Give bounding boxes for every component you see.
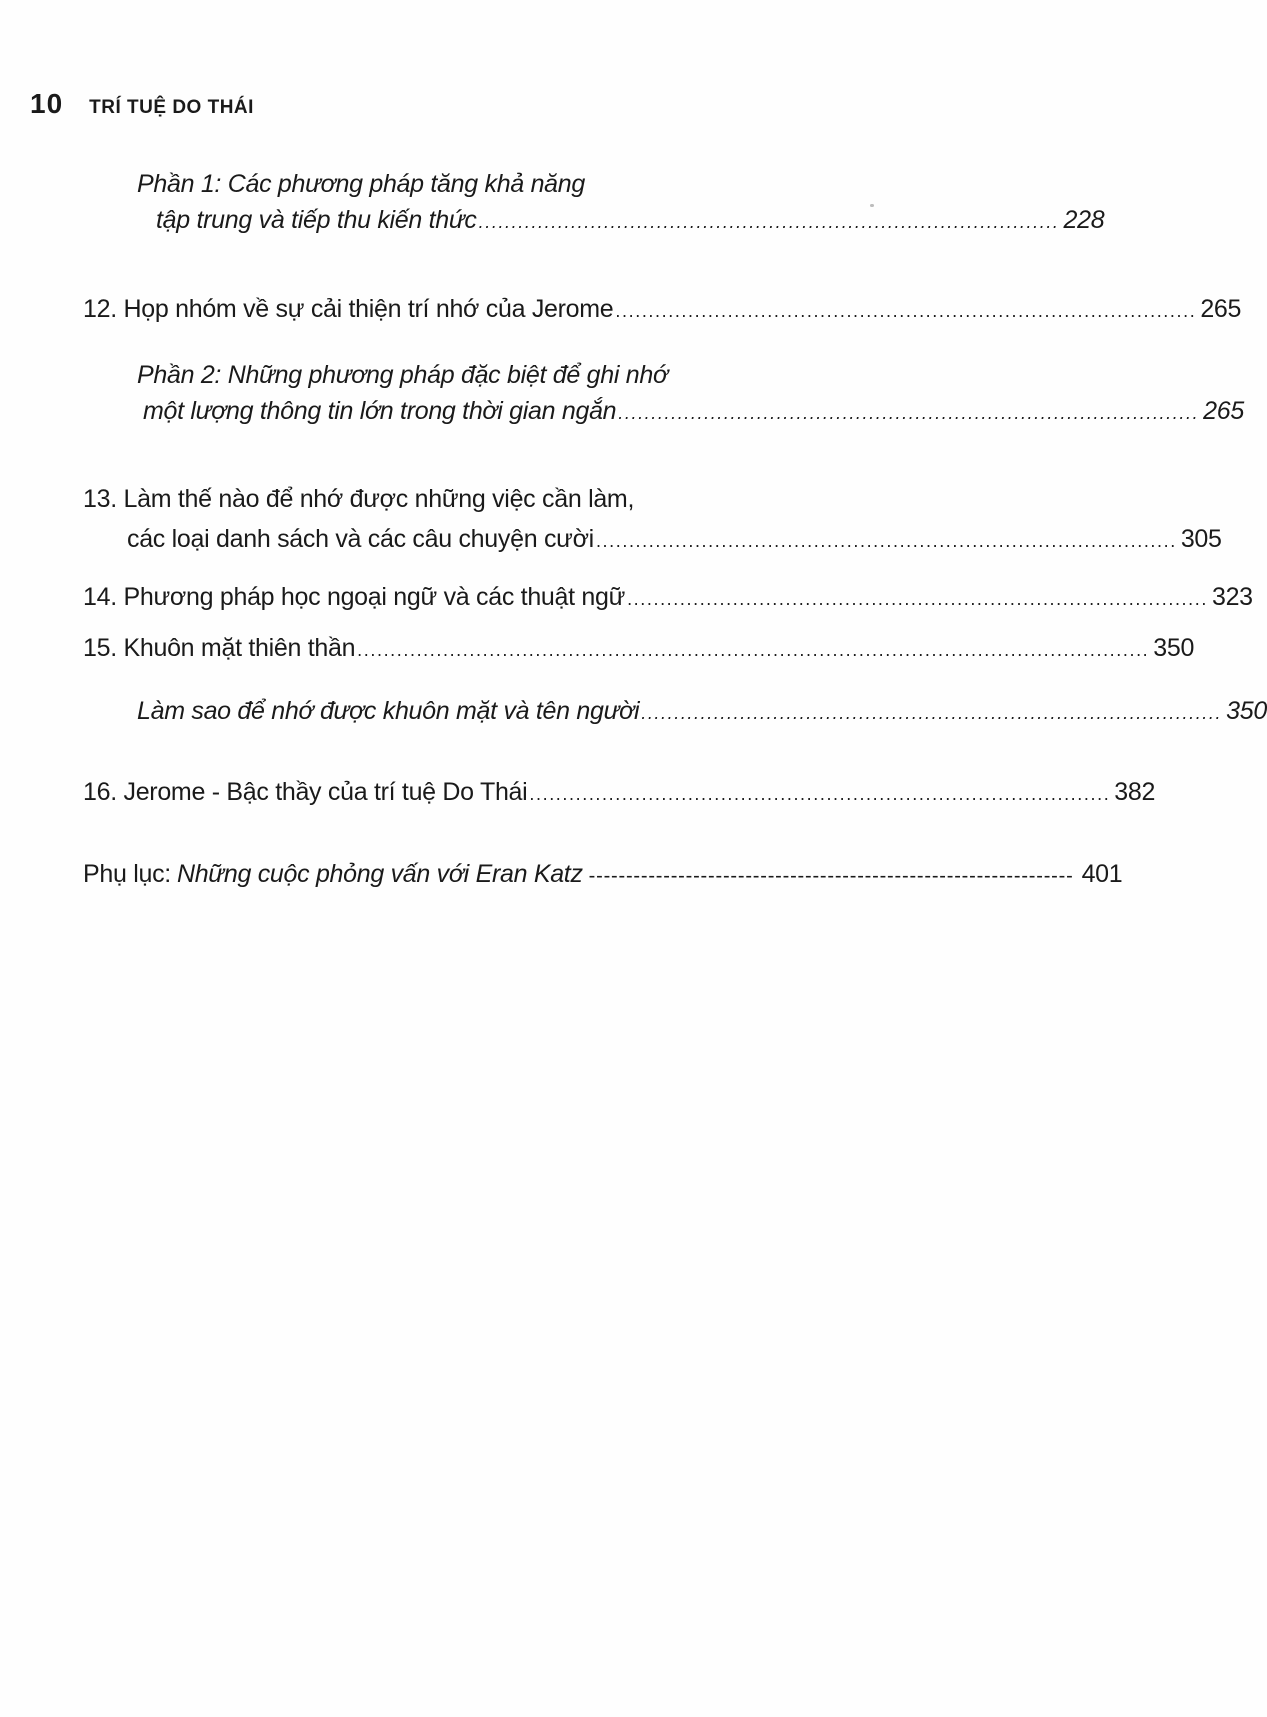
toc-entry-line: một lượng thông tin lớn trong thời gian ngắn — [143, 397, 617, 425]
toc-entry-part-2 — [137, 361, 1244, 425]
page-ref: 265 — [1200, 295, 1242, 323]
toc-entry-part-1 — [137, 170, 1105, 234]
page-ref: 323 — [1211, 583, 1253, 611]
toc-entry-chapter-14 — [83, 583, 1253, 611]
page-ref: 265 — [1203, 397, 1244, 425]
toc-entry-chapter-12 — [83, 295, 1242, 323]
leader-dots: ........................................................................................ — [529, 784, 1111, 804]
toc-entry-line: 13. Làm thế nào để nhớ được những việc cần làm, — [83, 485, 635, 513]
toc-entry-line: tập trung và tiếp thu kiến thức — [156, 206, 477, 234]
leader-dots: ........................................................................................ — [618, 403, 1200, 423]
page-ref: 401 — [1081, 860, 1123, 888]
toc-entry-chapter-15 — [83, 634, 1195, 662]
toc-entry-line: các loại danh sách và các câu chuyện cười — [127, 525, 594, 553]
toc-entry-line: 15. Khuôn mặt thiên thần — [83, 634, 356, 662]
toc-entry-section-faces — [137, 697, 1267, 725]
page-number: 10 — [30, 88, 64, 119]
print-speck — [870, 204, 874, 207]
page-ref: 228 — [1063, 206, 1105, 234]
toc-entry-chapter-13 — [83, 485, 1222, 553]
leader-dots: ........................................................................................ — [615, 301, 1197, 321]
toc-entry-line: 14. Phương pháp học ngoại ngữ và các thuật ngữ — [83, 583, 626, 611]
toc-entry-line: Những cuộc phỏng vấn với Eran Katz — [176, 860, 583, 888]
leader-dashes: ----------------------------------------------------------------- — [588, 865, 1074, 887]
running-header — [30, 88, 254, 120]
toc-entry-line: Phần 1: Các phương pháp tăng khả năng — [137, 170, 585, 198]
page-ref: 350 — [1226, 697, 1267, 725]
toc-entry-chapter-16 — [83, 778, 1156, 806]
toc-entry-line: Phần 2: Những phương pháp đặc biệt để ghi nhớ — [137, 361, 668, 389]
book-title: TRÍ TUỆ DO THÁI — [89, 97, 254, 118]
page-ref: 350 — [1153, 634, 1195, 662]
leader-dots: ........................................................................................................................ — [357, 640, 1150, 660]
leader-dots: ........................................................................................ — [595, 531, 1177, 551]
leader-dots: ........................................................................................ — [627, 589, 1208, 609]
toc-entry-appendix — [83, 860, 1123, 888]
toc-entry-line: 16. Jerome - Bậc thầy của trí tuệ Do Thái — [83, 778, 528, 806]
appendix-prefix: Phụ lục: — [83, 860, 171, 888]
toc-entry-line: Làm sao để nhớ được khuôn mặt và tên người — [137, 697, 640, 725]
toc-entry-line: 12. Họp nhóm về sự cải thiện trí nhớ của Jerome — [83, 295, 614, 323]
page-ref: 382 — [1114, 778, 1156, 806]
page-ref: 305 — [1180, 525, 1222, 553]
leader-dots: ........................................................................................ — [478, 212, 1060, 232]
leader-dots: ........................................................................................ — [641, 703, 1223, 723]
